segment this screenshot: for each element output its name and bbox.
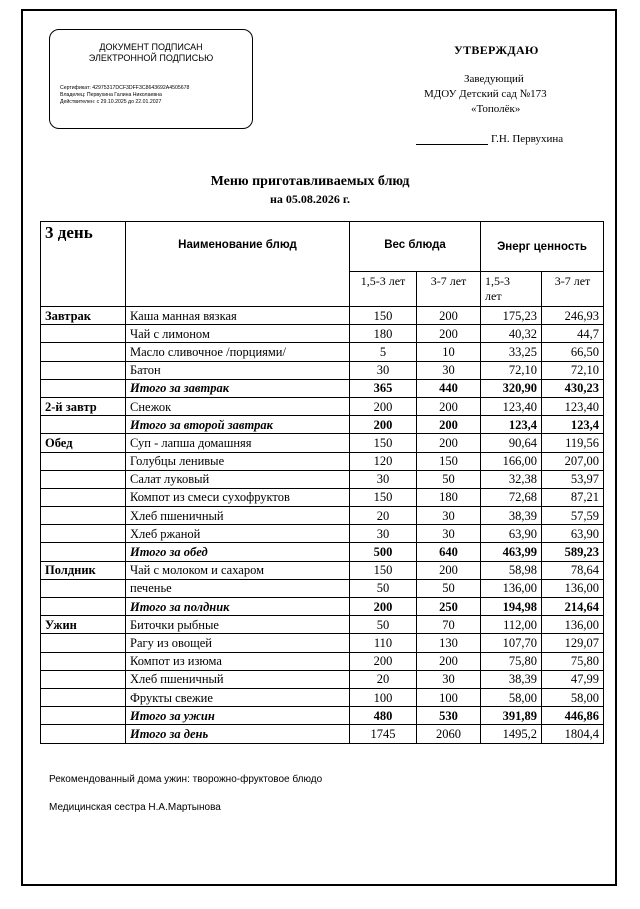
table-row xyxy=(41,343,604,361)
energy-age-2-cell: 119,56 xyxy=(542,434,604,452)
meal-cell: Обед xyxy=(41,434,126,452)
energy-age-1-cell: 40,32 xyxy=(481,325,542,343)
energy-age-2-cell: 246,93 xyxy=(542,307,604,325)
nurse-signature-note: Медицинская сестра Н.А.Мартынова xyxy=(49,802,221,813)
dish-cell: Хлеб пшеничный xyxy=(126,507,350,525)
meal-cell xyxy=(41,325,126,343)
weight-age-2-cell: 200 xyxy=(417,416,481,434)
table-header-row xyxy=(41,222,604,272)
weight-age-1-cell: 150 xyxy=(350,561,417,579)
weight-age-2-cell: 200 xyxy=(417,325,481,343)
weight-age-1-header: 1,5-3 лет xyxy=(350,272,417,307)
energy-age-2-cell: 446,86 xyxy=(542,707,604,725)
approval-signer: Г.Н. Первухина xyxy=(491,133,564,145)
energy-age-2-cell: 129,07 xyxy=(542,634,604,652)
energy-age-1-cell: 175,23 xyxy=(481,307,542,325)
weight-age-1-cell: 5 xyxy=(350,343,417,361)
meal-cell xyxy=(41,670,126,688)
weight-age-2-cell: 640 xyxy=(417,543,481,561)
weight-age-2-cell: 30 xyxy=(417,507,481,525)
weight-age-2-cell: 180 xyxy=(417,488,481,506)
weight-age-2-cell: 200 xyxy=(417,397,481,415)
energy-age-2-header: 3-7 лет xyxy=(542,272,604,307)
energy-age-1-cell: 63,90 xyxy=(481,525,542,543)
table-row xyxy=(41,652,604,670)
weight-age-1-cell: 30 xyxy=(350,470,417,488)
energy-age-1-cell: 123,40 xyxy=(481,397,542,415)
energy-age-2-cell: 72,10 xyxy=(542,361,604,379)
table-row xyxy=(41,397,604,415)
energy-age-1-cell: 38,39 xyxy=(481,670,542,688)
signature-line xyxy=(416,133,488,145)
meal-total-row xyxy=(41,543,604,561)
dish-cell: Рагу из овощей xyxy=(126,634,350,652)
menu-table xyxy=(40,221,604,744)
stamp-valid: Действителен: с 29.10.2025 до 22.01.2027 xyxy=(60,99,162,106)
dish-cell: Итого за полдник xyxy=(126,598,350,616)
table-row xyxy=(41,579,604,597)
energy-age-1-cell: 463,99 xyxy=(481,543,542,561)
energy-age-2-cell: 136,00 xyxy=(542,579,604,597)
table-row xyxy=(41,434,604,452)
energy-age-1-cell: 166,00 xyxy=(481,452,542,470)
electronic-signature-stamp xyxy=(49,29,253,129)
stamp-meta xyxy=(60,85,189,107)
dish-cell: Каша манная вязкая xyxy=(126,307,350,325)
meal-cell xyxy=(41,379,126,397)
weight-age-1-cell: 480 xyxy=(350,707,417,725)
energy-age-2-cell: 75,80 xyxy=(542,652,604,670)
energy-age-1-cell: 391,89 xyxy=(481,707,542,725)
meal-cell: Полдник xyxy=(41,561,126,579)
energy-age-1-cell: 75,80 xyxy=(481,652,542,670)
weight-age-2-cell: 2060 xyxy=(417,725,481,743)
document-title: Меню приготавливаемых блюд xyxy=(210,174,410,189)
dish-cell: Чай с молоком и сахаром xyxy=(126,561,350,579)
stamp-title-line1: ДОКУМЕНТ ПОДПИСАН xyxy=(99,42,203,52)
dish-cell: Биточки рыбные xyxy=(126,616,350,634)
meal-cell xyxy=(41,543,126,561)
energy-age-2-cell: 136,00 xyxy=(542,616,604,634)
energy-age-1-cell: 72,10 xyxy=(481,361,542,379)
weight-age-1-cell: 200 xyxy=(350,416,417,434)
weight-age-1-cell: 100 xyxy=(350,688,417,706)
stamp-title-line2: ЭЛЕКТРОННОЙ ПОДПИСЬЮ xyxy=(88,53,214,63)
table-row xyxy=(41,525,604,543)
energy-age-1-cell: 112,00 xyxy=(481,616,542,634)
dish-cell: Суп - лапша домашняя xyxy=(126,434,350,452)
meal-cell xyxy=(41,634,126,652)
energy-age-2-cell: 44,7 xyxy=(542,325,604,343)
table-row xyxy=(41,325,604,343)
dish-cell: печенье xyxy=(126,579,350,597)
weight-age-1-cell: 50 xyxy=(350,579,417,597)
energy-age-1-cell: 107,70 xyxy=(481,634,542,652)
meal-cell xyxy=(41,598,126,616)
energy-age-1-cell: 90,64 xyxy=(481,434,542,452)
meal-total-row xyxy=(41,707,604,725)
table-row xyxy=(41,488,604,506)
energy-age-2-cell: 78,64 xyxy=(542,561,604,579)
recommendation-note: Рекомендованный дома ужин: творожно-фруктовое блюдо xyxy=(49,774,323,785)
weight-age-2-cell: 30 xyxy=(417,361,481,379)
table-row xyxy=(41,361,604,379)
day-total-row xyxy=(41,725,604,743)
weight-age-1-cell: 30 xyxy=(350,525,417,543)
meal-cell xyxy=(41,652,126,670)
dish-cell: Итого за второй завтрак xyxy=(126,416,350,434)
meal-cell xyxy=(41,525,126,543)
meal-cell xyxy=(41,470,126,488)
energy-age-2-cell: 214,64 xyxy=(542,598,604,616)
dish-cell: Компот из изюма xyxy=(126,652,350,670)
energy-age-1-cell: 136,00 xyxy=(481,579,542,597)
weight-age-1-cell: 200 xyxy=(350,652,417,670)
energy-age-2-cell: 87,21 xyxy=(542,488,604,506)
dish-cell: Итого за завтрак xyxy=(126,379,350,397)
dish-name-header: Наименование блюд xyxy=(126,222,350,307)
meal-cell xyxy=(41,416,126,434)
energy-age-1-header: 1,5-3 лет xyxy=(481,272,542,307)
weight-age-2-header: 3-7 лет xyxy=(417,272,481,307)
meal-cell xyxy=(41,361,126,379)
table-row xyxy=(41,634,604,652)
dish-cell: Батон xyxy=(126,361,350,379)
weight-age-1-cell: 200 xyxy=(350,397,417,415)
weight-age-2-cell: 130 xyxy=(417,634,481,652)
weight-age-1-cell: 365 xyxy=(350,379,417,397)
weight-age-2-cell: 150 xyxy=(417,452,481,470)
weight-age-1-cell: 110 xyxy=(350,634,417,652)
approval-organization: МДОУ Детский сад №173 xyxy=(424,88,547,100)
dish-cell: Хлеб пшеничный xyxy=(126,670,350,688)
stamp-certificate: Сертификат: 42975317DCF3DFF3C8643692A4505678 xyxy=(60,85,190,91)
weight-age-1-cell: 20 xyxy=(350,670,417,688)
weight-age-1-cell: 120 xyxy=(350,452,417,470)
weight-age-1-cell: 180 xyxy=(350,325,417,343)
stamp-title xyxy=(50,42,252,64)
meal-total-row xyxy=(41,379,604,397)
meal-cell: 2-й завтр xyxy=(41,397,126,415)
meal-cell xyxy=(41,725,126,743)
energy-age-1-cell: 32,38 xyxy=(481,470,542,488)
approval-organization-name: «Тополёк» xyxy=(471,103,521,115)
weight-age-2-cell: 200 xyxy=(417,652,481,670)
energy-age-1-cell: 38,39 xyxy=(481,507,542,525)
table-row xyxy=(41,507,604,525)
menu-table-body xyxy=(41,222,604,744)
table-row xyxy=(41,307,604,325)
energy-age-1-cell: 58,00 xyxy=(481,688,542,706)
weight-age-2-cell: 50 xyxy=(417,470,481,488)
energy-age-2-cell: 207,00 xyxy=(542,452,604,470)
dish-cell: Голубцы ленивые xyxy=(126,452,350,470)
energy-age-2-cell: 589,23 xyxy=(542,543,604,561)
dish-cell: Итого за ужин xyxy=(126,707,350,725)
weight-age-1-cell: 20 xyxy=(350,507,417,525)
meal-cell: Ужин xyxy=(41,616,126,634)
weight-age-2-cell: 200 xyxy=(417,561,481,579)
table-row xyxy=(41,452,604,470)
meal-cell xyxy=(41,488,126,506)
dish-cell: Хлеб ржаной xyxy=(126,525,350,543)
energy-age-1-cell: 33,25 xyxy=(481,343,542,361)
energy-age-1-cell: 123,4 xyxy=(481,416,542,434)
dish-cell: Итого за обед xyxy=(126,543,350,561)
weight-age-1-cell: 150 xyxy=(350,307,417,325)
weight-age-1-cell: 150 xyxy=(350,488,417,506)
meal-cell: Завтрак xyxy=(41,307,126,325)
energy-age-2-cell: 58,00 xyxy=(542,688,604,706)
dish-cell: Салат луковый xyxy=(126,470,350,488)
approval-heading: УТВЕРЖДАЮ xyxy=(454,43,539,57)
energy-age-2-cell: 63,90 xyxy=(542,525,604,543)
table-row xyxy=(41,470,604,488)
meal-cell xyxy=(41,343,126,361)
energy-age-2-cell: 53,97 xyxy=(542,470,604,488)
weight-age-2-cell: 250 xyxy=(417,598,481,616)
energy-age-2-cell: 123,4 xyxy=(542,416,604,434)
energy-age-2-cell: 123,40 xyxy=(542,397,604,415)
weight-age-2-cell: 200 xyxy=(417,434,481,452)
approval-signature xyxy=(416,133,563,145)
meal-cell xyxy=(41,507,126,525)
day-label: 3 день xyxy=(41,222,126,307)
table-row xyxy=(41,688,604,706)
energy-age-1-cell: 72,68 xyxy=(481,488,542,506)
energy-age-2-cell: 66,50 xyxy=(542,343,604,361)
approval-position: Заведующий xyxy=(464,73,524,85)
table-row xyxy=(41,670,604,688)
weight-age-2-cell: 200 xyxy=(417,307,481,325)
weight-age-2-cell: 100 xyxy=(417,688,481,706)
weight-age-2-cell: 50 xyxy=(417,579,481,597)
dish-cell: Чай с лимоном xyxy=(126,325,350,343)
dish-cell: Фрукты свежие xyxy=(126,688,350,706)
weight-age-2-cell: 440 xyxy=(417,379,481,397)
weight-age-1-cell: 30 xyxy=(350,361,417,379)
meal-cell xyxy=(41,707,126,725)
meal-cell xyxy=(41,579,126,597)
energy-header: Энерг ценность xyxy=(481,222,604,272)
weight-age-1-cell: 150 xyxy=(350,434,417,452)
weight-age-1-cell: 500 xyxy=(350,543,417,561)
energy-age-1-cell: 194,98 xyxy=(481,598,542,616)
dish-cell: Компот из смеси сухофруктов xyxy=(126,488,350,506)
weight-age-1-cell: 50 xyxy=(350,616,417,634)
weight-age-1-cell: 1745 xyxy=(350,725,417,743)
weight-age-2-cell: 10 xyxy=(417,343,481,361)
meal-total-row xyxy=(41,416,604,434)
table-row xyxy=(41,616,604,634)
energy-age-2-cell: 430,23 xyxy=(542,379,604,397)
weight-age-2-cell: 30 xyxy=(417,525,481,543)
weight-age-2-cell: 30 xyxy=(417,670,481,688)
energy-age-2-cell: 57,59 xyxy=(542,507,604,525)
dish-cell: Масло сливочное /порциями/ xyxy=(126,343,350,361)
energy-age-2-cell: 1804,4 xyxy=(542,725,604,743)
meal-cell xyxy=(41,452,126,470)
dish-cell: Итого за день xyxy=(126,725,350,743)
weight-age-1-cell: 200 xyxy=(350,598,417,616)
meal-cell xyxy=(41,688,126,706)
weight-header: Вес блюда xyxy=(350,222,481,272)
energy-age-2-cell: 47,99 xyxy=(542,670,604,688)
weight-age-2-cell: 70 xyxy=(417,616,481,634)
weight-age-2-cell: 530 xyxy=(417,707,481,725)
energy-age-1-cell: 320,90 xyxy=(481,379,542,397)
table-row xyxy=(41,561,604,579)
stamp-owner: Владелец: Первухина Галина Николаевна xyxy=(60,92,162,99)
energy-age-1-cell: 1495,2 xyxy=(481,725,542,743)
energy-age-1-cell: 58,98 xyxy=(481,561,542,579)
dish-cell: Снежок xyxy=(126,397,350,415)
document-date: на 05.08.2026 г. xyxy=(269,192,350,206)
meal-total-row xyxy=(41,598,604,616)
